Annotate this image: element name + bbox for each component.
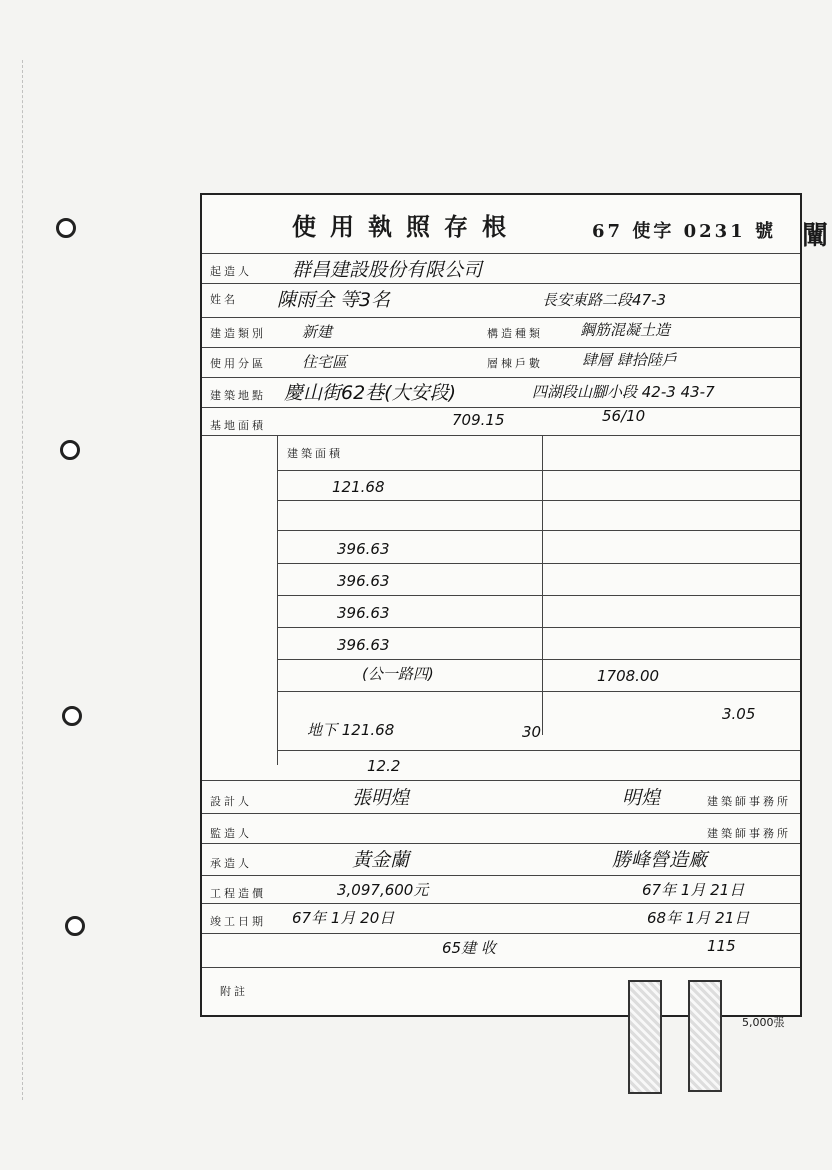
official-seal — [628, 980, 662, 1094]
floor1-area: 396.63 — [337, 540, 390, 558]
supervisor-label: 監造人 — [210, 827, 252, 840]
height-value: 12.2 — [367, 757, 401, 775]
location-value: 慶山街62巷(大安段) — [284, 382, 457, 404]
total-area: 1708.00 — [597, 667, 660, 685]
use-zone-label: 使用分區 — [210, 357, 266, 370]
permit-ref: 65建 收 — [442, 939, 496, 957]
lot-value: 四湖段山腳小段 42-3 43-7 — [532, 383, 715, 401]
name-label: 姓名 — [210, 293, 238, 306]
coverage-value: 56/10 — [602, 407, 646, 425]
floor2-area: 396.63 — [337, 572, 390, 590]
location-label: 建築地點 — [210, 389, 266, 402]
owner-value: 陳雨全 等3名 — [277, 289, 391, 311]
designer-office: 明煌 — [622, 787, 661, 809]
permit-stub-form — [200, 193, 802, 1017]
households-label: 層棟戶數 — [487, 357, 543, 370]
binder-hole — [65, 916, 85, 936]
eaves-value: 3.05 — [722, 705, 756, 723]
cost-label: 工程造價 — [210, 887, 266, 900]
permit-ref-2: 115 — [707, 937, 736, 955]
site-area-value: 709.15 — [452, 411, 505, 429]
contractor-firm: 勝峰營造廠 — [612, 849, 708, 871]
designer-value: 張明煌 — [352, 787, 410, 809]
margin-fragment: 闡 — [801, 221, 828, 251]
print-count: 5,000張 — [742, 1016, 785, 1029]
contractor-value: 黃金蘭 — [352, 849, 410, 871]
floors-header: 建築面積 — [287, 447, 343, 460]
indoor-area: 30 — [522, 723, 542, 741]
floor4-area: 396.63 — [337, 636, 390, 654]
basement-area: 121.68 — [332, 478, 385, 496]
binder-hole — [60, 440, 80, 460]
households-value: 肆層 肆拾陸戶 — [582, 351, 677, 369]
permit-date-label: 竣工日期 — [210, 915, 266, 928]
structure-value: 鋼筋混凝土造 — [580, 321, 671, 339]
permit-number: 67 使字 0231 號 — [592, 221, 776, 242]
designer-label: 設計人 — [210, 795, 252, 808]
roof-note: (公一路四) — [362, 665, 434, 683]
finish-date-2: 68年 1月 21日 — [647, 909, 750, 927]
category-label: 建造類別 — [210, 327, 266, 340]
cost-value: 3,097,600元 — [337, 881, 429, 899]
builder-label: 起造人 — [210, 265, 252, 278]
category-value: 新建 — [302, 323, 333, 341]
binder-hole — [62, 706, 82, 726]
address-value: 長安東路二段47-3 — [542, 291, 667, 309]
builder-value: 群昌建設股份有限公司 — [292, 259, 483, 281]
scan-edge — [0, 60, 23, 1100]
binder-hole — [56, 218, 76, 238]
designer-firm: 建築師事務所 — [707, 795, 791, 808]
supervisor-firm: 建築師事務所 — [707, 827, 791, 840]
remarks-label: 附註 — [220, 985, 248, 998]
contractor-label: 承造人 — [210, 857, 252, 870]
structure-label: 構造種類 — [487, 327, 543, 340]
form-title: 使用執照存根 — [292, 212, 520, 241]
use-zone-value: 住宅區 — [302, 353, 348, 371]
floor3-area: 396.63 — [337, 604, 390, 622]
start-date: 67年 1月 21日 — [642, 881, 745, 899]
finish-date: 67年 1月 20日 — [292, 909, 395, 927]
site-area-label: 基地面積 — [210, 419, 266, 432]
official-seal — [688, 980, 722, 1092]
underground-area: 地下 121.68 — [307, 721, 395, 739]
